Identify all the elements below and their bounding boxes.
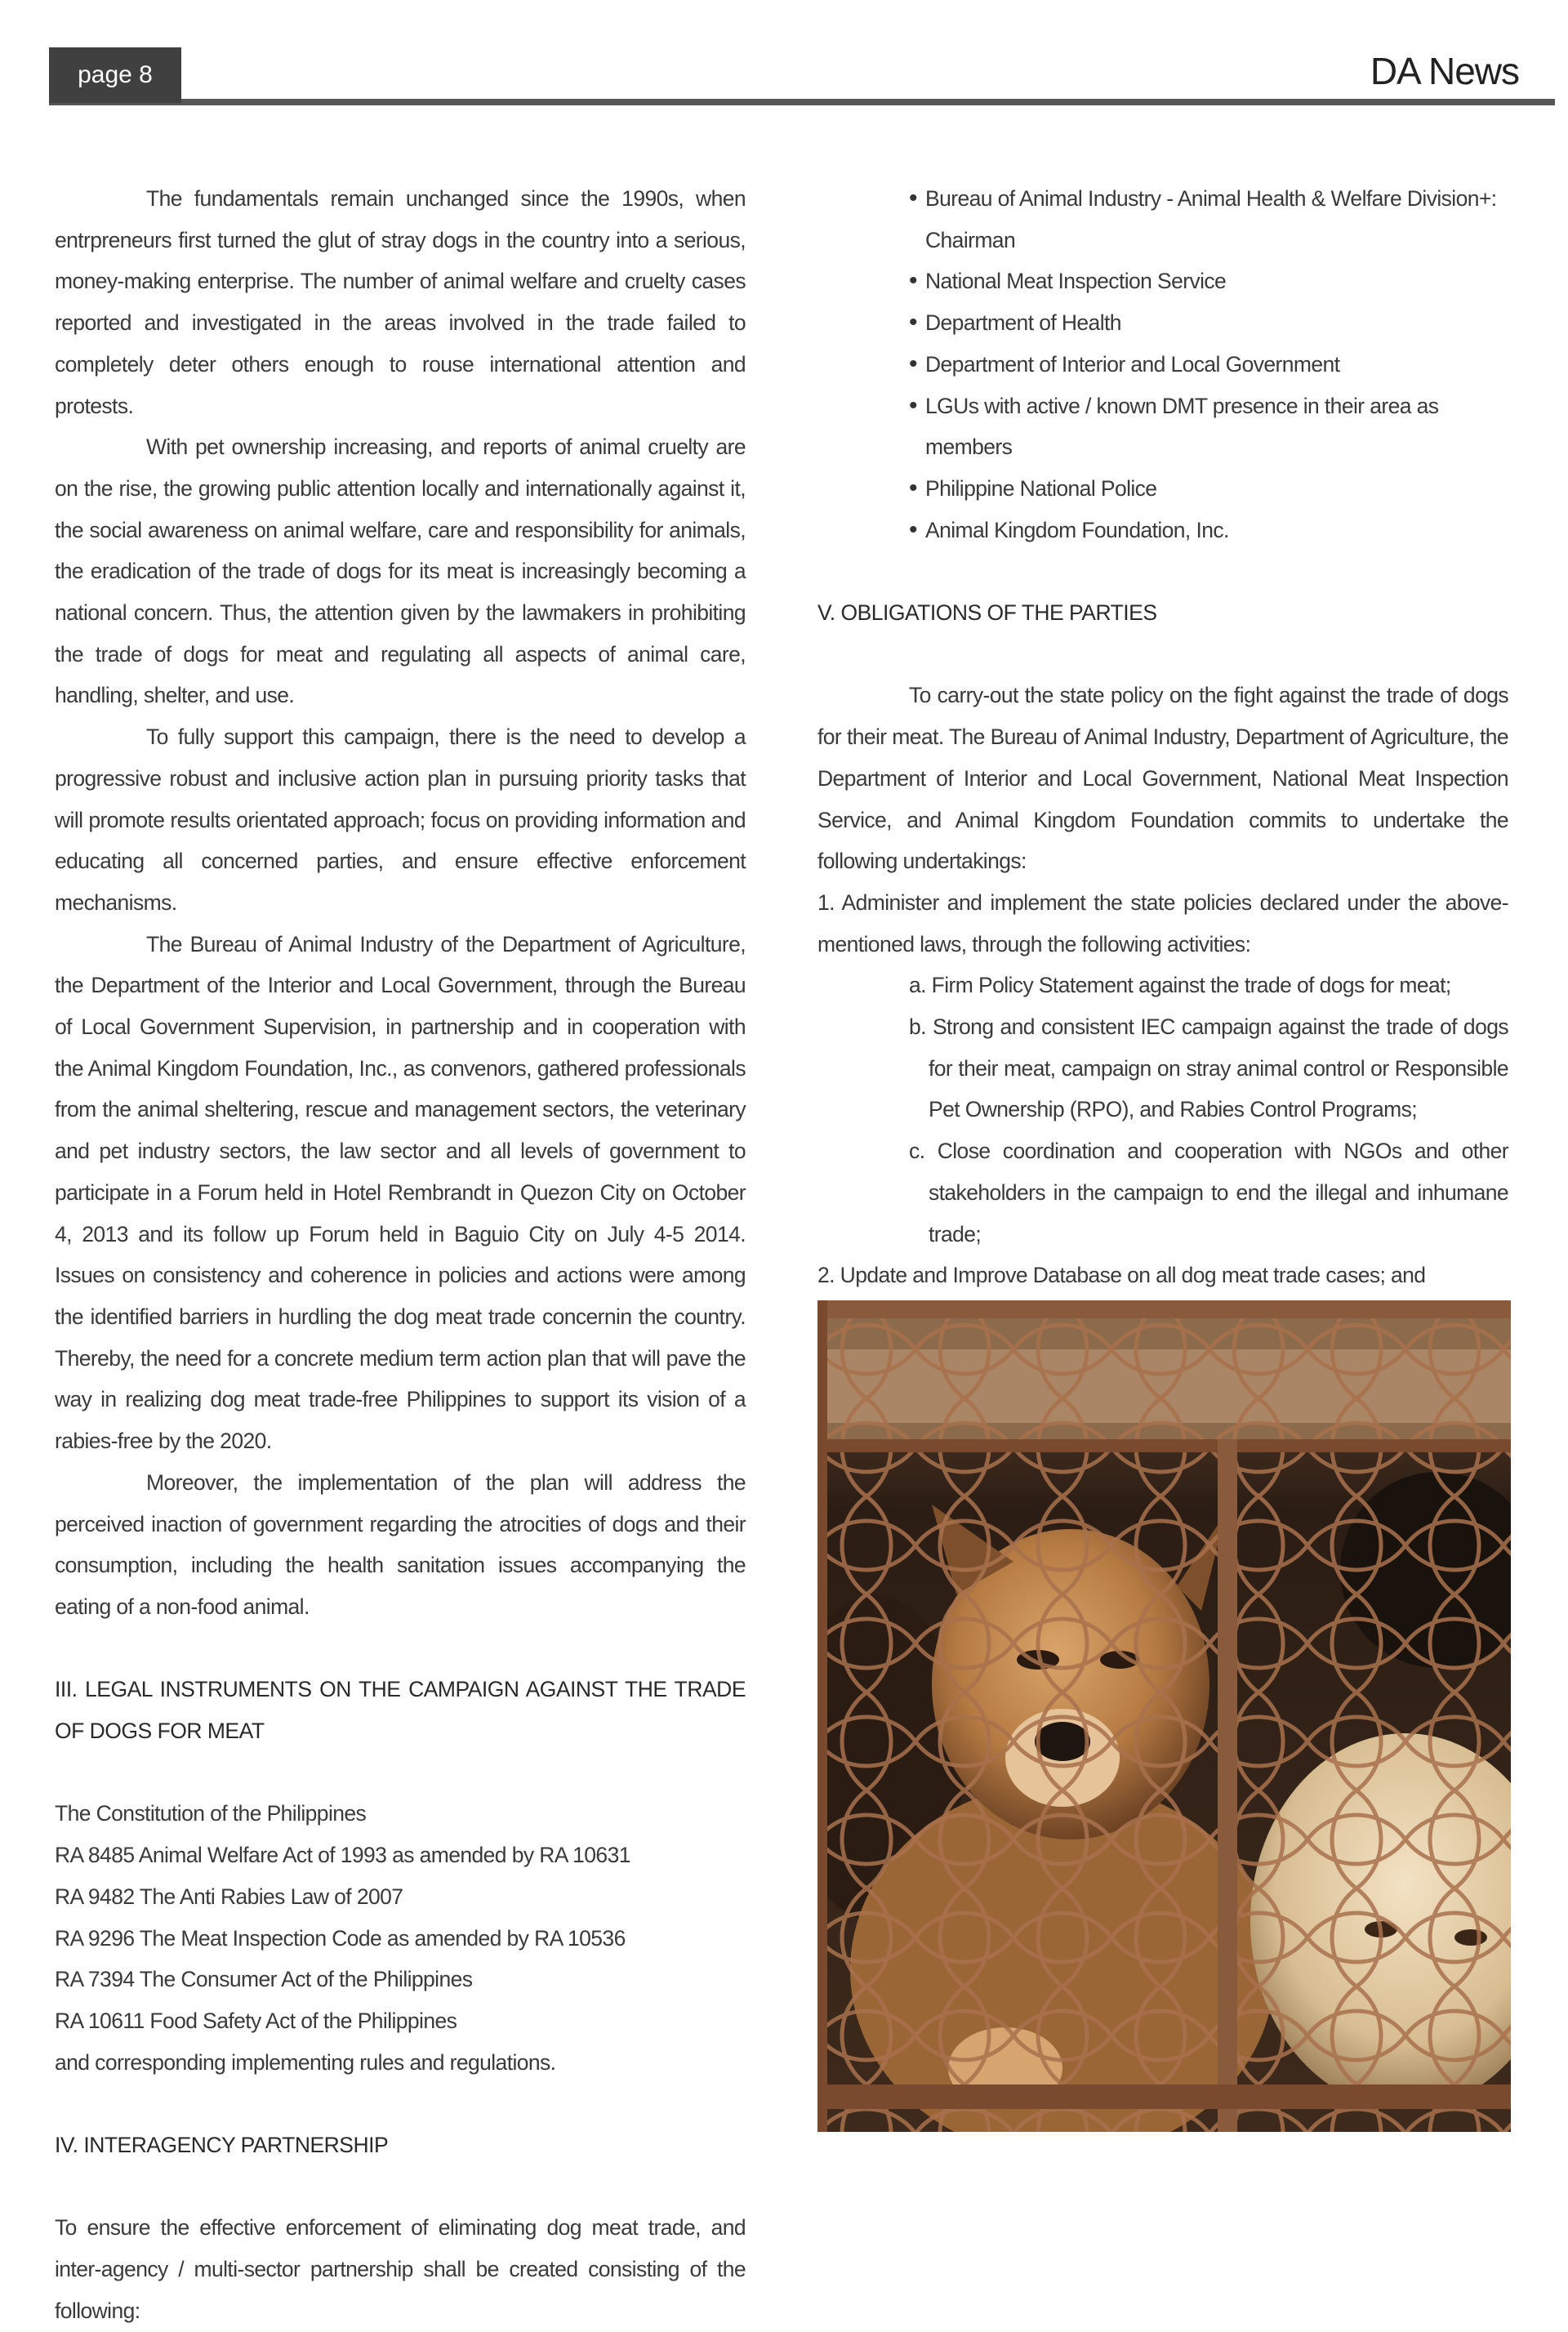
legal-instrument-item: The Constitution of the Philippines <box>55 1801 367 1826</box>
body-paragraph: Moreover, the implementation of the plan will address the perceived inaction of government regarding the atrocities of dogs and their consumption, including the health sanitation issues accompanying the eating of a non-food animal. <box>55 1469 746 1619</box>
publication-title: DA News <box>1370 50 1519 92</box>
section-heading-legal-instruments: III. LEGAL INSTRUMENTS ON THE CAMPAIGN AGAINST THE TRADE OF DOGS FOR MEAT <box>55 1677 746 1743</box>
partner-item: • Animal Kingdom Foundation, Inc. <box>909 510 1508 551</box>
partner-item: • Bureau of Animal Industry - Animal Health & Welfare Division+: Chairman <box>909 178 1508 261</box>
activity-item: b. Strong and consistent IEC campaign against the trade of dogs for their meat, campaign on stray animal control or Responsible Pet Ownership (RPO), and Rabies Control Programs; <box>909 1014 1508 1122</box>
partner-item: • Philippine National Police <box>909 468 1508 510</box>
body-paragraph: To ensure the effective enforcement of eliminating dog meat trade, and inter-agency / multi-sector partnership shall be created consisting of the following: <box>55 2215 746 2323</box>
activity-item: c. Close coordination and cooperation with NGOs and other stakeholders in the campaign to end the illegal and inhumane trade; <box>909 1139 1508 1246</box>
legal-instrument-item: RA 7394 The Consumer Act of the Philippines <box>55 1967 473 1992</box>
activity-item: a. Firm Policy Statement against the trade of dogs for meat; <box>909 973 1451 998</box>
header-rule <box>49 99 1555 105</box>
numbered-item: 1. Administer and implement the state policies declared under the above-mentioned laws, through the following activities: <box>817 890 1508 956</box>
partner-list <box>817 178 1508 551</box>
legal-instrument-item: RA 10611 Food Safety Act of the Philippines <box>55 2008 457 2033</box>
left-column <box>55 178 746 2332</box>
body-paragraph: The Bureau of Animal Industry of the Department of Agriculture, the Department of the Interior and Local Government, through the Bureau of Local Government Supervision, in partnership and in cooperation with the Animal Kingdom Foundation, Inc., as convenors, gathered professionals from the animal sheltering, rescue and management sectors, the veterinary and pet industry sectors, the law sector and all levels of government to participate in a Forum held in Hotel Rembrandt in Quezon City on October 4, 2013 and its follow up Forum held in Baguio City on July 4-5 2014. Issues on consistency and coherence in policies and actions were among the identified barriers in hurdling the dog meat trade concernin the country. Thereby, the need for a concrete medium term action plan that will pave the way in realizing dog meat trade-free Philippines to support its vision of a rabies-free by the 2020. <box>55 931 746 1454</box>
section-heading-interagency: IV. INTERAGENCY PARTNERSHIP <box>55 2133 389 2157</box>
body-paragraph: The fundamentals remain unchanged since the 1990s, when entrpreneurs first turned the glut of stray dogs in the country into a serious, money-making enterprise. The number of animal welfare and cruelty cases reported and investigated in the areas involved in the trade failed to completely deter others enough to rouse international attention and protests. <box>55 186 746 418</box>
activity-list <box>817 965 1508 1255</box>
legal-instrument-item: RA 9296 The Meat Inspection Code as amended by RA 10536 <box>55 1925 626 1951</box>
body-paragraph: To carry-out the state policy on the fight against the trade of dogs for their meat. The Bureau of Animal Industry, Department of Agriculture, the Department of Interior and Local Government, National Meat Inspection Service, and Animal Kingdom Foundation commits to undertake the following undertakings: <box>817 683 1508 874</box>
partner-item: • Department of Interior and Local Government <box>909 344 1508 386</box>
legal-instrument-item: and corresponding implementing rules and regulations. <box>55 2049 556 2075</box>
legal-instrument-item: RA 9482 The Anti Rabies Law of 2007 <box>55 1884 403 1909</box>
partner-item: • LGUs with active / known DMT presence in their area as members <box>909 386 1508 468</box>
page-number-tab: page 8 <box>49 47 181 103</box>
section-heading-obligations: V. OBLIGATIONS OF THE PARTIES <box>817 600 1157 626</box>
body-paragraph: With pet ownership increasing, and reports of animal cruelty are on the rise, the growing public attention locally and internationally against it, the social awareness on animal welfare, care and responsibility for animals, the eradication of the trade of dogs for its meat is increasingly becoming a national concern. Thus, the attention given by the lawmakers in prohibiting the trade of dogs for meat and regulating all aspects of animal care, handling, shelter, and use. <box>55 435 746 708</box>
numbered-item: 2. Update and Improve Database on all dog meat trade cases; and <box>817 1263 1426 1288</box>
caged-dogs-photo <box>817 1300 1511 2132</box>
body-paragraph: To fully support this campaign, there is the need to develop a progressive robust and inclusive action plan in pursuing priority tasks that will promote results orientated approach; focus on providing information and educating all concerned parties, and ensure effective enforcement mechanisms. <box>55 725 746 915</box>
right-column <box>817 178 1508 1338</box>
partner-item: • Department of Health <box>909 302 1508 344</box>
partner-item: • National Meat Inspection Service <box>909 261 1508 302</box>
legal-instrument-item: RA 8485 Animal Welfare Act of 1993 as amended by RA 10631 <box>55 1843 630 1868</box>
